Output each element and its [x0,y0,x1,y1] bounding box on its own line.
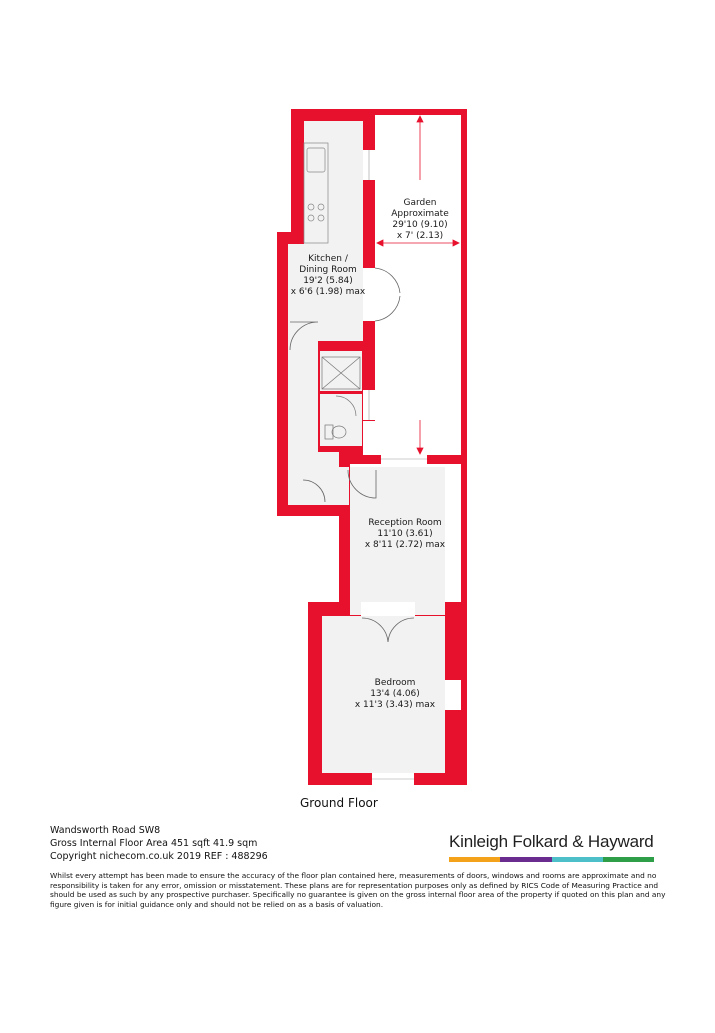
floor-area: Gross Internal Floor Area 451 sqft 41.9 sqm [50,838,258,849]
brand-logo [449,832,654,862]
brand-name: Kinleigh Folkard & Hayward [449,832,654,851]
reception-label: Reception Room 11'10 (3.61) x 8'11 (2.72) max [364,518,446,550]
brand-bar-segment [552,857,603,862]
floor-wc [320,394,362,446]
floor-title: Ground Floor [300,796,378,810]
wall-garden-right [461,109,467,458]
garden-label: Garden Approximate 29'10 (9.10) x 7' (2.13) [391,198,449,241]
brand-color-bar [449,857,654,862]
brand-bar-segment [603,857,654,862]
reception-bedroom-opening [361,602,415,616]
reception-window [381,455,427,464]
wall-garden-top [375,109,467,115]
address: Wandsworth Road SW8 [50,825,161,836]
bedroom-label: Bedroom 13'4 (4.06) x 11'3 (3.43) max [354,678,436,710]
brand-bar-segment [449,857,500,862]
disclaimer: Whilst every attempt has been made to ensure the accuracy of the floor plan contained here, measurements of doors, windows and rooms are approximate and no responsibility is taken for any error, omission or misstatement. These plans are for representation purposes only as defined by RICS Code of Measuring Practice and should be used as such by any prospective purchaser. Specifically no guarantee is given on the gross internal floor area of the property if quoted on this plan and any figure given is for initial guidance only and should not be relied on as a basis of valuation. [50,871,666,909]
kitchen-label: Kitchen / Dining Room 19'2 (5.84) x 6'6 (1.98) max [290,254,366,297]
copyright: Copyright nichecom.co.uk 2019 REF : 488296 [50,851,268,862]
brand-bar-segment [500,857,551,862]
property-info [50,824,268,863]
